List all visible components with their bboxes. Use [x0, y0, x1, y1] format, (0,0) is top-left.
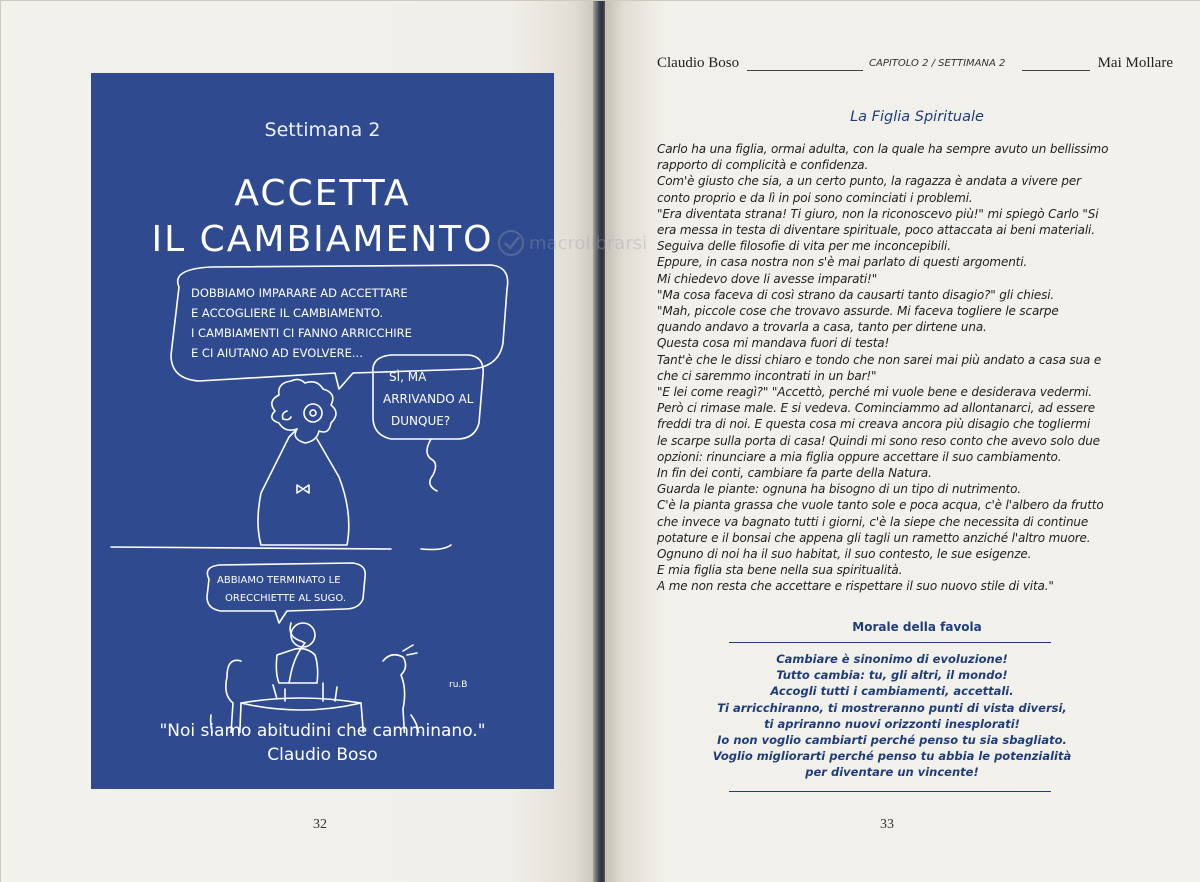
story-line: Eppure, in casa nostra non s'è mai parlato di questi argomenti. [657, 255, 1028, 270]
story-line: Seguiva delle filosofie di vita per me inconcepibili. [657, 239, 951, 254]
svg-text:ORECCHIETTE AL SUGO.: ORECCHIETTE AL SUGO. [225, 593, 347, 604]
story-line: "Mah, piccole cose che trovavo assurde. Mi faceva togliere le scarpe [657, 304, 1059, 319]
svg-text:E CI AIUTANO AD EVOLVERE...: E CI AIUTANO AD EVOLVERE... [191, 346, 363, 360]
story-line: Tant'è che le dissi chiaro e tondo che non sarei mai più andato a casa sua e [657, 352, 1102, 367]
story-line: freddi tra di noi. E questa cosa mi creava ancora più disagio che togliermi [657, 417, 1091, 432]
left-page [1, 1, 597, 882]
moral-rule-bottom [729, 791, 1051, 792]
right-page [605, 1, 1200, 882]
bubble-2-text [383, 369, 474, 428]
story-line: che invece va bagnato tutti i giorni, c'è la siepe che necessita di continue [657, 514, 1089, 529]
week-label: Settimana 2 [264, 119, 381, 141]
moral-line: Voglio migliorarti perché penso tu abbia le potenzialità [712, 749, 1072, 764]
watermark-logo [495, 225, 665, 265]
story-line: "E lei come reagì?" "Accettò, perché mi vuole bene e desiderava vedermi. [657, 385, 1092, 400]
story-line: Com'è giusto che sia, a un certo punto, la ragazza è andata a vivere per [657, 174, 1081, 189]
bubble-3-text [217, 575, 346, 604]
running-header [657, 55, 1177, 77]
story-line: C'è la pianta grassa che vuole tanto sole e poca acqua, c'è l'albero da frutto [657, 498, 1104, 513]
watermark-text: macrolibrarsi [529, 233, 648, 254]
moral-body [657, 651, 1127, 781]
artist-signature: ru.B [449, 680, 468, 690]
story-line: Ognuno di noi ha il suo habitat, il suo contesto, le sue esigenze. [657, 547, 1032, 562]
moral-line: Tutto cambia: tu, gli altri, il mondo! [776, 668, 1008, 683]
header-rule [747, 70, 863, 71]
story-line: Carlo ha una figlia, ormai adulta, con la quale ha sempre avuto un bellissimo [657, 142, 1109, 156]
story-line: le scarpe sulla porta di casa! Quindi mi sono reso conto che avevo solo due [657, 433, 1100, 448]
page-number-left: 32 [313, 817, 327, 832]
story-line: opzioni: rinunciare a mia figlia oppure accettare il suo cambiamento. [657, 449, 1062, 464]
svg-text:ARRIVANDO AL: ARRIVANDO AL [383, 392, 474, 406]
panel-title-line1: ACCETTA [234, 173, 411, 214]
panel-title-line2: IL CAMBIAMENTO [151, 219, 494, 260]
header-chapter: CAPITOLO 2 / SETTIMANA 2 [869, 58, 1006, 69]
page-number-right: 33 [880, 817, 894, 832]
moral-line: Cambiare è sinonimo di evoluzione! [776, 652, 1008, 666]
story-line: era messa in testa di diventare spirituale, poco attaccata ai beni materiali. [657, 223, 1095, 238]
moral-line: per diventare un vincente! [805, 765, 979, 780]
svg-text:DUNQUE?: DUNQUE? [391, 414, 451, 428]
cartoon-illustration [91, 263, 554, 733]
svg-text:DOBBIAMO IMPARARE AD ACCETTARE: DOBBIAMO IMPARARE AD ACCETTARE [191, 286, 408, 300]
story-line: rapporto di complicità e confidenza. [657, 158, 869, 173]
story-line: "Era diventata strana! Ti giuro, non la riconoscevo più!" mi spiegò Carlo "Si [657, 206, 1099, 221]
story-line: E mia figlia sta bene nella sua spiritualità. [657, 563, 903, 578]
story-line: potature e il bonsai che appena gli tagli un rametto anziché l'altro muore. [657, 530, 1091, 545]
story-title: La Figlia Spirituale [850, 109, 984, 125]
story-line: In fin dei conti, cambiare fa parte della Natura. [657, 466, 932, 481]
moral-line: ti apriranno nuovi orizzonti inesplorati! [764, 716, 1020, 731]
moral-title: Morale della favola [852, 620, 982, 634]
story-line: Questa cosa mi mandava fuori di testa! [657, 336, 890, 351]
story-line: che ci saremmo incontrati in un bar!" [657, 368, 877, 383]
moral-line: Io non voglio cambiarti perché penso tu sia sbagliato. [717, 733, 1067, 748]
illustration-panel [91, 73, 554, 789]
story-line: A me non resta che accettare e rispettare il suo nuovo stile di vita." [657, 579, 1054, 594]
story-line: Mi chiedevo dove li avesse imparati!" [657, 271, 878, 286]
moral-line: Accogli tutti i cambiamenti, accettali. [770, 684, 1014, 699]
story-line: Però ci rimase male. E si vedeva. Cominciammo ad allontanarci, ad essere [657, 401, 1095, 416]
svg-text:SÌ, MA: SÌ, MA [389, 370, 427, 384]
story-line: Guarda le piante: ognuna ha bisogno di un tipo di nutrimento. [657, 482, 1021, 497]
header-author: Claudio Boso [657, 55, 740, 71]
quote-author: Claudio Boso [267, 745, 378, 765]
svg-text:E ACCOGLIERE IL CAMBIAMENTO.: E ACCOGLIERE IL CAMBIAMENTO. [191, 306, 384, 320]
moral-line: Ti arricchiranno, ti mostreranno punti di vista diversi, [717, 700, 1067, 715]
story-line: conto proprio e da lì in poi sono cominciati i problemi. [657, 190, 973, 205]
header-book-title: Mai Mollare [1097, 55, 1173, 71]
quote-text: "Noi siamo abitudini che camminano." [159, 721, 486, 741]
svg-text:ABBIAMO TERMINATO LE: ABBIAMO TERMINATO LE [217, 575, 341, 586]
story-line: "Ma cosa faceva di così strano da causarti tanto disagio?" gli chiesi. [657, 287, 1055, 302]
svg-text:I CAMBIAMENTI CI FANNO ARRICCH: I CAMBIAMENTI CI FANNO ARRICCHIRE [191, 326, 412, 340]
story-line: quando andavo a trovarla a casa, tanto per dirtene una. [657, 320, 987, 335]
moral-rule-top [729, 642, 1051, 643]
story-body [657, 141, 1127, 595]
header-rule [1022, 70, 1090, 71]
bubble-1-text [191, 286, 412, 360]
